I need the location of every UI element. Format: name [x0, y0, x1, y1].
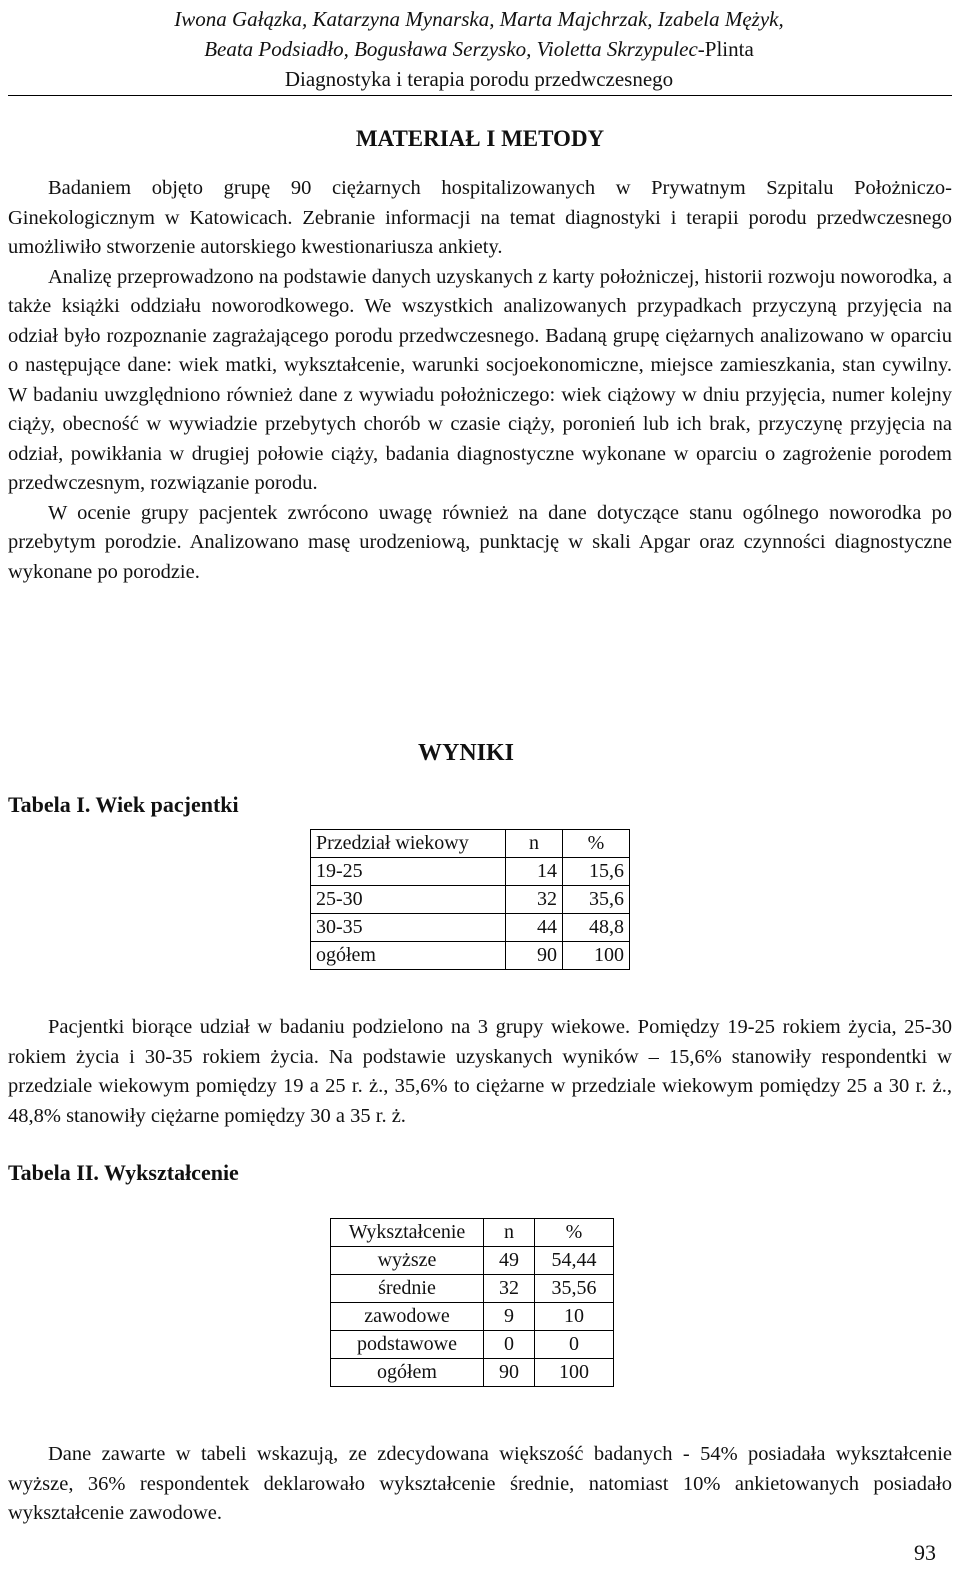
table-cell: 0 — [535, 1331, 614, 1359]
table-cell: wyższe — [331, 1247, 484, 1275]
age-summary-paragraph: Pacjentki biorące udział w badaniu podzielono na 3 grupy wiekowe. Pomiędzy 19-25 rokiem życia, 25-30 rokiem życia i 30-35 rokiem życia. Na podstawie uzyskanych wyników – 15,6% stanowiły respondentki w przedziale wiekowym pomiędzy 19 a 25 r. ż., 35,6% to ciężarne w przedziale wiekowym pomiędzy 25 a 30 r. ż., 48,8% stanowiły ciężarne pomiędzy 30 a 35 r. ż. — [8, 1016, 952, 1127]
table-header-cell: % — [563, 830, 630, 858]
header-authors-line1: Iwona Gałązka, Katarzyna Mynarska, Marta Majchrzak, Izabela Mężyk, — [174, 7, 784, 31]
table-cell: 14 — [506, 858, 563, 886]
header-authors-italic: Beata Podsiadło, Bogusława Serzysko, Violetta Skrzypulec- — [204, 37, 705, 61]
header-authors-plain: Plinta — [704, 37, 754, 61]
table-cell: 54,44 — [535, 1247, 614, 1275]
table-row — [311, 942, 630, 970]
methods-paragraph-2: Analizę przeprowadzono na podstawie danych uzyskanych z karty położniczej, historii rozwoju noworodka, a także książki oddziału noworodkowego. We wszystkich analizowanych przypadkach przyczyną przyjęcia na odział było rozpoznanie zagrażającego porodu przedwczesnego. Badaną grupę ciężarnych analizowano w oparciu o następujące dane: wiek matki, wykształcenie, warunki socjoekonomiczne, miejsce zamieszkania, stan cywilny. W badaniu uwzględniono również dane z wywiadu położniczego: wiek ciążowy w dniu przyjęcia, numer kolejny ciąży, obecność w wywiadzie przebytych chorób w czasie ciąży, poronień lub ich brak, przyczynę przyjęcia na odział, powikłania w drugiej połowie ciąży, badania diagnostyczne wykonane w oparciu o zagrożenie porodem przedwczesnym, rozwiązanie porodu. — [8, 265, 952, 494]
document-page — [8, 0, 952, 1565]
header-title: Diagnostyka i terapia porodu przedwczesnego — [284, 67, 674, 91]
table-cell: 90 — [506, 942, 563, 970]
table-education — [330, 1218, 614, 1387]
table-row — [331, 1303, 614, 1331]
table-row — [311, 858, 630, 886]
methods-text — [8, 174, 952, 587]
table-cell: 32 — [484, 1275, 535, 1303]
table-cell: 32 — [506, 886, 563, 914]
table-cell: 100 — [535, 1359, 614, 1387]
table-header-cell: Przedział wiekowy — [311, 830, 506, 858]
table-cell: 90 — [484, 1359, 535, 1387]
table-header-cell: Wykształcenie — [331, 1219, 484, 1247]
table-age — [310, 829, 630, 970]
header-authors-line2 — [8, 34, 950, 64]
table-cell: ogółem — [311, 942, 506, 970]
table-header-row — [331, 1219, 614, 1247]
table-cell: 35,6 — [563, 886, 630, 914]
table-cell: 15,6 — [563, 858, 630, 886]
table-header-cell: % — [535, 1219, 614, 1247]
table-cell: 48,8 — [563, 914, 630, 942]
table-cell: 49 — [484, 1247, 535, 1275]
section-heading-methods: MATERIAŁ I METODY — [355, 126, 605, 151]
table-row — [331, 1359, 614, 1387]
table-header-cell: n — [506, 830, 563, 858]
table-row — [311, 886, 630, 914]
table-row — [331, 1247, 614, 1275]
education-summary-paragraph: Dane zawarte w tabeli wskazują, ze zdecydowana większość badanych - 54% posiadała wykształcenie wyższe, 36% respondentek deklarowało wykształcenie średnie, natomiast 10% ankietowanych posiadało wykształcenie zawodowe. — [8, 1443, 952, 1524]
page-number: 93 — [914, 1540, 936, 1565]
table-row — [331, 1275, 614, 1303]
table-row — [311, 914, 630, 942]
table-cell: 25-30 — [311, 886, 506, 914]
table-cell: 0 — [484, 1331, 535, 1359]
table-cell: ogółem — [331, 1359, 484, 1387]
table-cell: 35,56 — [535, 1275, 614, 1303]
table-cell: 100 — [563, 942, 630, 970]
table-header-cell: n — [484, 1219, 535, 1247]
table-cell: średnie — [331, 1275, 484, 1303]
education-summary-text — [8, 1440, 952, 1529]
table-row — [331, 1331, 614, 1359]
section-heading-results: WYNIKI — [418, 740, 515, 766]
table2-caption: Tabela II. Wykształcenie — [8, 1160, 239, 1185]
table-cell: 10 — [535, 1303, 614, 1331]
age-summary-text — [8, 1013, 952, 1131]
table-cell: 30-35 — [311, 914, 506, 942]
table1-caption: Tabela I. Wiek pacjentki — [8, 792, 239, 817]
table-cell: 44 — [506, 914, 563, 942]
methods-paragraph-1: Badaniem objęto grupę 90 ciężarnych hospitalizowanych w Prywatnym Szpitalu Położniczo-Ginekologicznym w Katowicach. Zebranie informacji na temat diagnostyki i terapii porodu przedwczesnego umożliwiło stworzenie autorskiego kwestionariusza ankiety. — [8, 177, 952, 258]
table-cell: zawodowe — [331, 1303, 484, 1331]
methods-paragraph-3: W ocenie grupy pacjentek zwrócono uwagę również na dane dotyczące stanu ogólnego noworodka po przebytym porodzie. Analizowano masę urodzeniową, punktację w skali Apgar oraz czynności diagnostyczne wykonane po porodzie. — [8, 501, 952, 583]
table-header-row — [311, 830, 630, 858]
table-cell: 19-25 — [311, 858, 506, 886]
table-cell: podstawowe — [331, 1331, 484, 1359]
running-header — [8, 0, 950, 94]
header-rule — [8, 95, 952, 96]
table-cell: 9 — [484, 1303, 535, 1331]
